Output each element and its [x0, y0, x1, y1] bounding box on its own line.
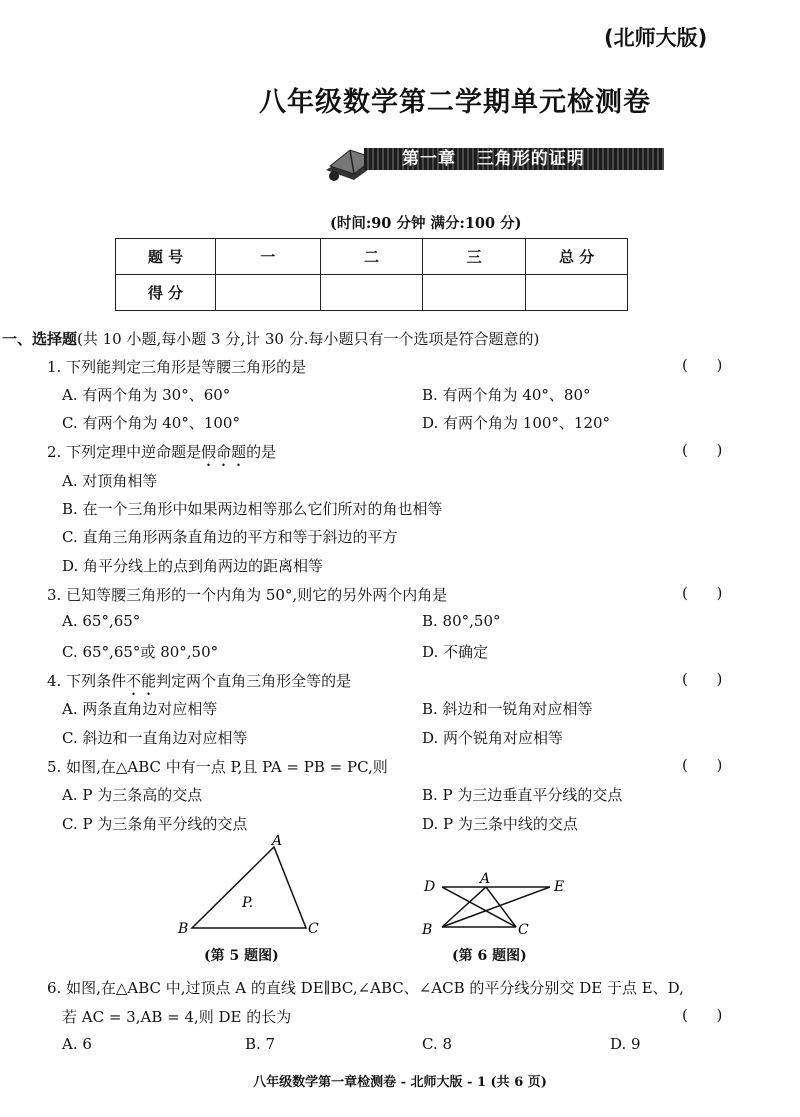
score-input-cell[interactable]	[215, 275, 320, 311]
option-text: C. P 为三条角平分线的交点	[62, 815, 248, 833]
question-6-stem-cont: 若 AC = 3,AB = 4,则 DE 的长为	[62, 1008, 292, 1026]
vertex-label-b: B	[178, 921, 189, 937]
line-ac	[486, 887, 516, 927]
chapter-title: 第一章 三角形的证明	[402, 149, 585, 169]
emphasis-text: 假命题	[201, 443, 247, 461]
vertex-label-c: C	[308, 921, 319, 937]
option-text: A. 有两个角为 30°、60°	[62, 386, 231, 404]
score-input-cell[interactable]	[320, 275, 423, 311]
vertex-label-e: E	[554, 879, 565, 895]
page-title: 八年级数学第二学期单元检测卷	[259, 87, 651, 118]
table-row	[116, 275, 628, 311]
question-4-stem: 4. 下列条件不能判定两个直角三角形全等的是	[47, 672, 352, 690]
table-cell: 得 分	[116, 275, 216, 311]
section-label: 一、选择题	[2, 330, 78, 348]
answer-blank[interactable]: ( )	[682, 756, 723, 774]
option-text: D. 9	[610, 1035, 641, 1053]
option-text: D. 不确定	[422, 643, 489, 661]
option-text: C. 有两个角为 40°、100°	[62, 414, 240, 432]
option-text: C. 斜边和一直角边对应相等	[62, 729, 248, 747]
score-input-cell[interactable]	[526, 275, 628, 311]
emphasis-text: 不能	[126, 672, 157, 690]
score-input-cell[interactable]	[423, 275, 526, 311]
vertex-label-a: A	[480, 871, 491, 887]
answer-blank[interactable]: ( )	[682, 584, 723, 602]
page-footer: 八年级数学第一章检测卷 - 北师大版 - 1 (共 6 页)	[253, 1075, 547, 1090]
vertex-label-a: A	[272, 835, 283, 849]
table-cell: 三	[423, 239, 526, 275]
option-text: A. 65°,65°	[62, 612, 141, 630]
chapter-banner	[318, 136, 666, 186]
option-text: A. 对顶角相等	[62, 472, 158, 490]
option-text: A. P 为三条高的交点	[62, 786, 203, 804]
option-text: D. 两个锐角对应相等	[422, 729, 564, 747]
figure-5-triangle	[170, 835, 330, 940]
question-5-stem: 5. 如图,在△ABC 中有一点 P,且 PA = PB = PC,则	[47, 758, 388, 776]
edition-label: (北师大版)	[604, 26, 708, 50]
option-text: B. 80°,50°	[422, 612, 501, 630]
question-1-stem: 1. 下列能判定三角形是等腰三角形的是	[47, 358, 307, 376]
question-6-stem: 6. 如图,在△ABC 中,过顶点 A 的直线 DE∥BC,∠ABC、∠ACB 的平分线分别交 DE 于点 E、D,	[47, 979, 684, 997]
option-text: B. P 为三边垂直平分线的交点	[422, 786, 623, 804]
option-text: B. 有两个角为 40°、80°	[422, 386, 591, 404]
section-description: (共 10 小题,每小题 3 分,计 30 分.每小题只有一个选项是符合题意的)	[77, 330, 540, 348]
option-text: B. 在一个三角形中如果两边相等那么它们所对的角也相等	[62, 500, 443, 518]
answer-blank[interactable]: ( )	[682, 1006, 723, 1024]
option-text: A. 两条直角边对应相等	[62, 700, 218, 718]
answer-blank[interactable]: ( )	[682, 441, 723, 459]
option-text: D. 角平分线上的点到角两边的距离相等	[62, 557, 324, 575]
figure-6-caption: (第 6 题图)	[452, 948, 527, 964]
answer-blank[interactable]: ( )	[682, 356, 723, 374]
vertex-label-c: C	[518, 922, 529, 938]
option-text: C. 8	[422, 1035, 453, 1053]
answer-blank[interactable]: ( )	[682, 670, 723, 688]
question-2-stem: 2. 下列定理中逆命题是假命题的是	[47, 443, 277, 461]
vertex-label-b: B	[422, 922, 433, 938]
section-heading	[2, 328, 539, 349]
option-text: B. 7	[245, 1035, 276, 1053]
vertex-label-d: D	[424, 879, 436, 895]
table-cell: 总 分	[526, 239, 628, 275]
table-cell: 一	[215, 239, 320, 275]
option-text: D. P 为三条中线的交点	[422, 815, 578, 833]
table-cell: 题 号	[116, 239, 216, 275]
option-text: A. 6	[62, 1035, 92, 1053]
table-row	[116, 239, 628, 275]
option-text: B. 斜边和一锐角对应相等	[422, 700, 593, 718]
option-text: D. 有两个角为 100°、120°	[422, 414, 611, 432]
figure-6-diagram	[420, 870, 580, 942]
figure-5-caption: (第 5 题图)	[204, 948, 279, 964]
triangle-abc	[192, 847, 306, 928]
time-score-info: (时间:90 分钟 满分:100 分)	[330, 215, 522, 232]
question-3-stem: 3. 已知等腰三角形的一个内角为 50°,则它的另外两个内角是	[47, 586, 448, 604]
table-cell: 二	[320, 239, 423, 275]
option-text: C. 直角三角形两条直角边的平方和等于斜边的平方	[62, 528, 398, 546]
option-text: C. 65°,65°或 80°,50°	[62, 643, 219, 661]
score-table	[115, 238, 628, 311]
point-label-p: P.	[242, 895, 254, 911]
line-be	[442, 887, 550, 927]
